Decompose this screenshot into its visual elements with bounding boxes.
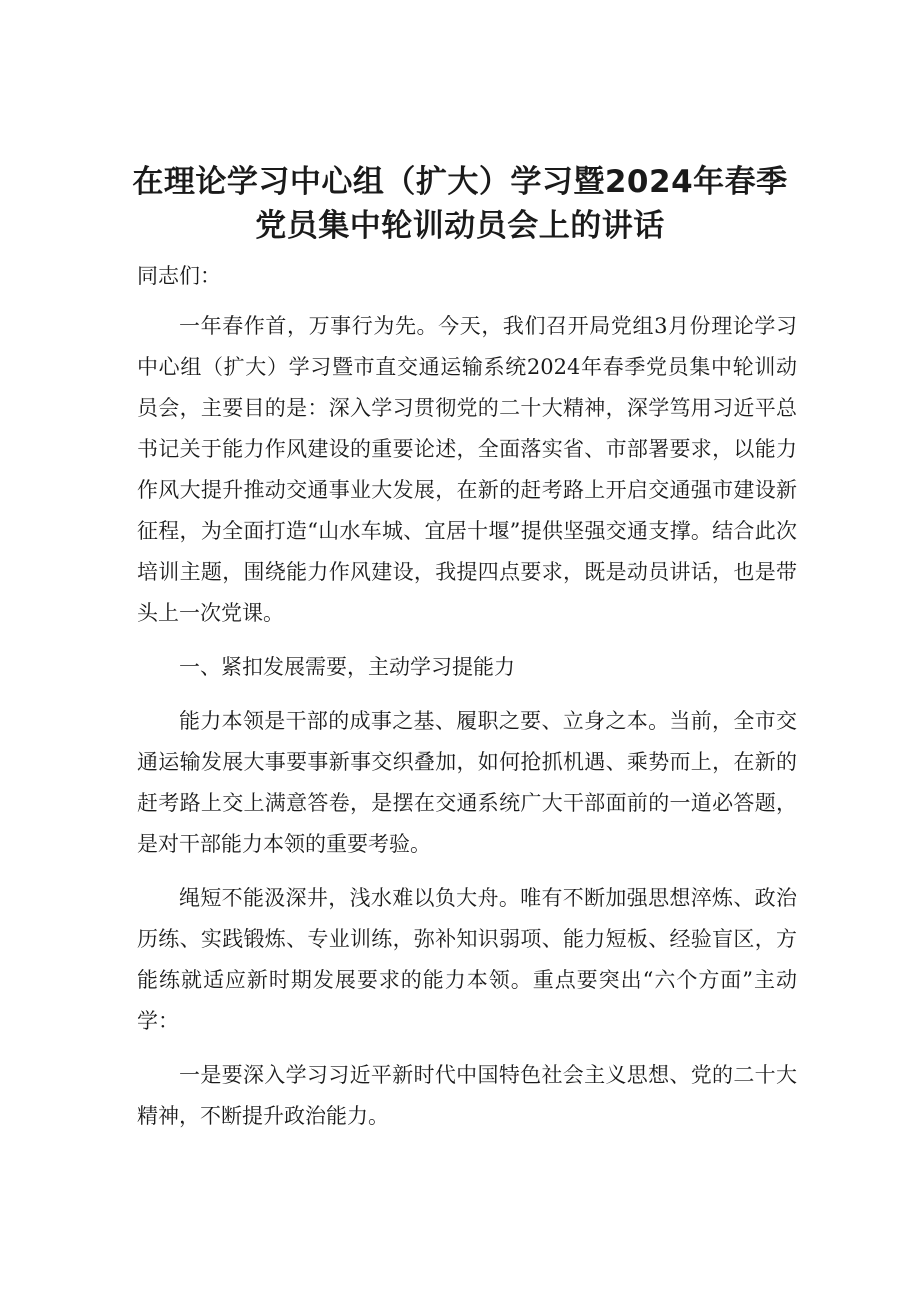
paragraph-opening: 一年春作首，万事行为先。今天，我们召开局党组3月份理论学习中心组（扩大）学习暨市直交通运输系统2024年春季党员集中轮训动员会，主要目的是：深入学习贯彻党的二十大精神，深学笃用习近平总书记关于能力作风建设的重要论述，全面落实省、市部署要求，以能力作风大提升推动交通事业大发展，在新的赶考路上开启交通强市建设新征程，为全面打造“山水车城、宜居十堰”提供坚强交通支撑。结合此次培训主题，围绕能力作风建设，我提四点要求，既是动员讲话，也是带头上一次党课。 [137, 314, 797, 625]
title-line-2: 党员集中轮训动员会上的讲话 [255, 208, 665, 244]
salutation: 同志们： [137, 264, 221, 288]
document-body [137, 256, 797, 1150]
document-title [60, 160, 860, 248]
section-heading-1: 一、紧扣发展需要，主动学习提能力 [179, 655, 515, 679]
title-line-1: 在理论学习中心组（扩大）学习暨2024年春季 [132, 164, 788, 200]
paragraph-point-one: 一是要深入学习习近平新时代中国特色社会主义思想、党的二十大精神，不断提升政治能力。 [137, 1063, 797, 1128]
paragraph-ability: 能力本领是干部的成事之基、履职之要、立身之本。当前，全市交通运输发展大事要事新事交织叠加，如何抢抓机遇、乘势而上，在新的赶考路上交上满意答卷，是摆在交通系统广大干部面前的一道必答题，是对干部能力本领的重要考验。 [137, 709, 797, 856]
paragraph-training: 绳短不能汲深井，浅水难以负大舟。唯有不断加强思想淬炼、政治历练、实践锻炼、专业训练，弥补知识弱项、能力短板、经验盲区，方能练就适应新时期发展要求的能力本领。重点要突出“六个方面”主动学： [137, 886, 797, 1033]
